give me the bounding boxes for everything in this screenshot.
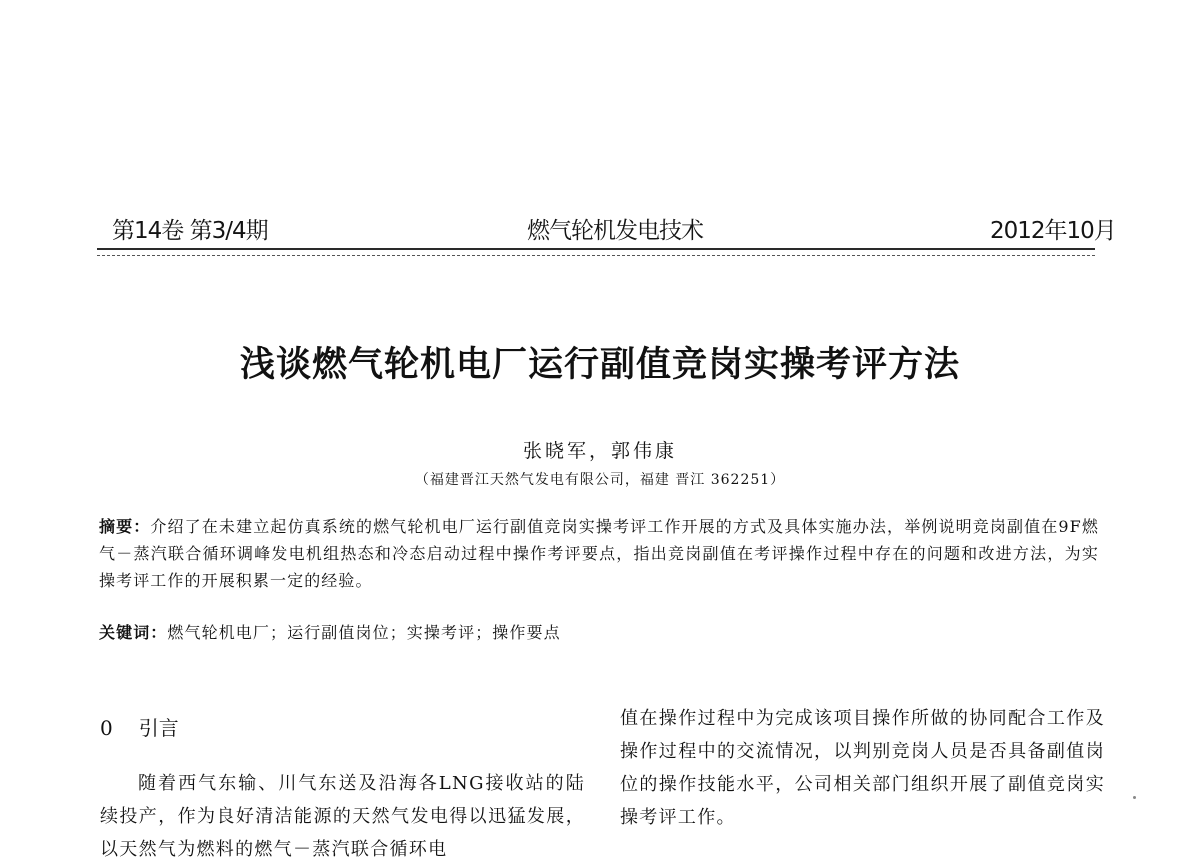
body-column-right [620, 702, 1105, 834]
article-title: 浅谈燃气轮机电厂运行副值竞岗实操考评方法 [239, 345, 960, 385]
running-header-date: 2012年10月 [990, 218, 1116, 244]
abstract-text: 介绍了在未建立起仿真系统的燃气轮机电厂运行副值竞岗实操考评工作开展的方式及具体实施办法，举例说明竞岗副值在9F燃气－蒸汽联合循环调峰发电机组热态和冷态启动过程中操作考评要点，指出竞岗副值在考评操作过程中存在的问题和改进方法，为实操考评工作的开展积累一定的经验。 [99, 517, 1099, 590]
article-authors: 张晓军，郭伟康 [522, 440, 677, 462]
body-column-left [100, 767, 585, 866]
abstract [99, 513, 1099, 594]
header-rule-thick [97, 248, 1095, 250]
section-title: 引言 [138, 716, 179, 740]
running-header-journal: 燃气轮机发电技术 [527, 218, 703, 244]
running-header-volume: 第14卷 第3/4期 [112, 218, 268, 244]
section-number: 0 [100, 716, 113, 740]
section-heading [100, 712, 179, 741]
body-paragraph-left: 随着西气东输、川气东送及沿海各LNG接收站的陆续投产，作为良好清洁能源的天然气发电得以迅猛发展，以天然气为燃料的燃气－蒸汽联合循环电 [100, 773, 585, 860]
header-rule-thin [97, 255, 1095, 256]
scan-speck [1133, 796, 1136, 799]
body-paragraph-right: 值在操作过程中为完成该项目操作所做的协同配合工作及操作过程中的交流情况，以判别竞岗人员是否具备副值岗位的操作技能水平，公司相关部门组织开展了副值竞岗实操考评工作。 [620, 708, 1105, 828]
author-affiliation: （福建晋江天然气发电有限公司，福建 晋江 362251） [414, 472, 786, 488]
keywords [99, 620, 561, 643]
keywords-text: 燃气轮机电厂；运行副值岗位；实操考评；操作要点 [167, 623, 561, 642]
keywords-label: 关键词： [99, 623, 168, 642]
abstract-label: 摘要： [99, 517, 151, 536]
